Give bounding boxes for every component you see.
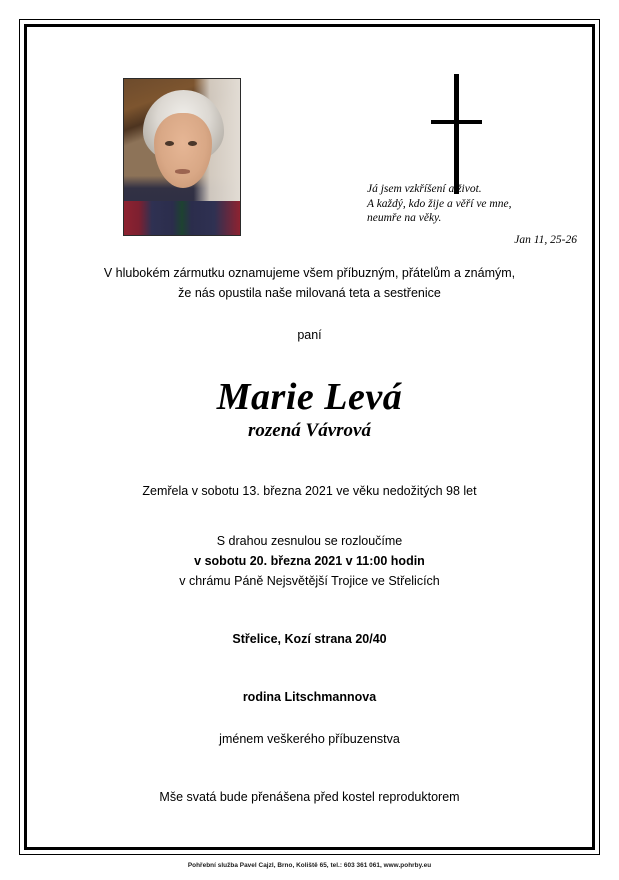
bible-verse (367, 182, 577, 226)
spacer (27, 707, 592, 729)
deceased-name: Marie Levá (216, 376, 403, 418)
broadcast-note: Mše svatá bude přenášena před kostel reproduktorem (159, 790, 460, 804)
portrait-photo (123, 78, 241, 236)
portrait-face (154, 113, 212, 188)
spacer (27, 443, 592, 481)
spacer (27, 345, 592, 375)
notice-content (27, 27, 592, 847)
bible-verse-line-1: Já jsem vzkříšení a život. (367, 183, 482, 195)
spacer (27, 501, 592, 531)
spacer (27, 749, 592, 787)
notice-body (27, 263, 592, 807)
deceased-maiden-name: rozená Vávrová (248, 420, 371, 441)
printer-footer: Pohřební služba Pavel Cajzl, Brno, Koliště 65, tel.: 603 361 061, www.pohrby.eu (187, 862, 432, 869)
announcement-line-1: V hlubokém zármutku oznamujeme všem příbuzným, přátelům a známým, (103, 266, 516, 280)
bible-verse-reference: Jan 11, 25-26 (514, 234, 577, 246)
family-name: rodina Litschmannova (242, 690, 377, 704)
bible-verse-line-2: A každý, kdo žije a věří ve mne, (367, 197, 512, 210)
ceremony-datetime: v sobotu 20. března 2021 v 11:00 hodin (194, 554, 425, 568)
portrait-clothing (124, 201, 240, 235)
ceremony-place: v chrámu Páně Nejsvětější Trojice ve Střelicích (179, 574, 440, 588)
christian-cross-icon (422, 72, 492, 197)
death-date-line: Zemřela v sobotu 13. března 2021 ve věku nedožitých 98 let (142, 484, 477, 498)
salutation: paní (297, 328, 322, 342)
announcement-line-2: že nás opustila naše milovaná teta a sestřenice (178, 286, 441, 300)
decorative-frame-outer (19, 19, 600, 855)
decorative-frame-inner (24, 24, 595, 850)
ceremony-address: Střelice, Kozí strana 20/40 (232, 632, 387, 646)
portrait-photo-image (124, 79, 240, 235)
ceremony-intro: S drahou zesnulou se rozloučíme (216, 534, 403, 548)
header-area (27, 27, 592, 257)
spacer (27, 591, 592, 629)
family-on-behalf: jménem veškerého příbuzenstva (219, 732, 400, 746)
portrait-mouth (175, 169, 190, 173)
spacer (27, 649, 592, 687)
bible-verse-line-3: neumře na věky. (367, 212, 442, 224)
spacer (27, 303, 592, 325)
